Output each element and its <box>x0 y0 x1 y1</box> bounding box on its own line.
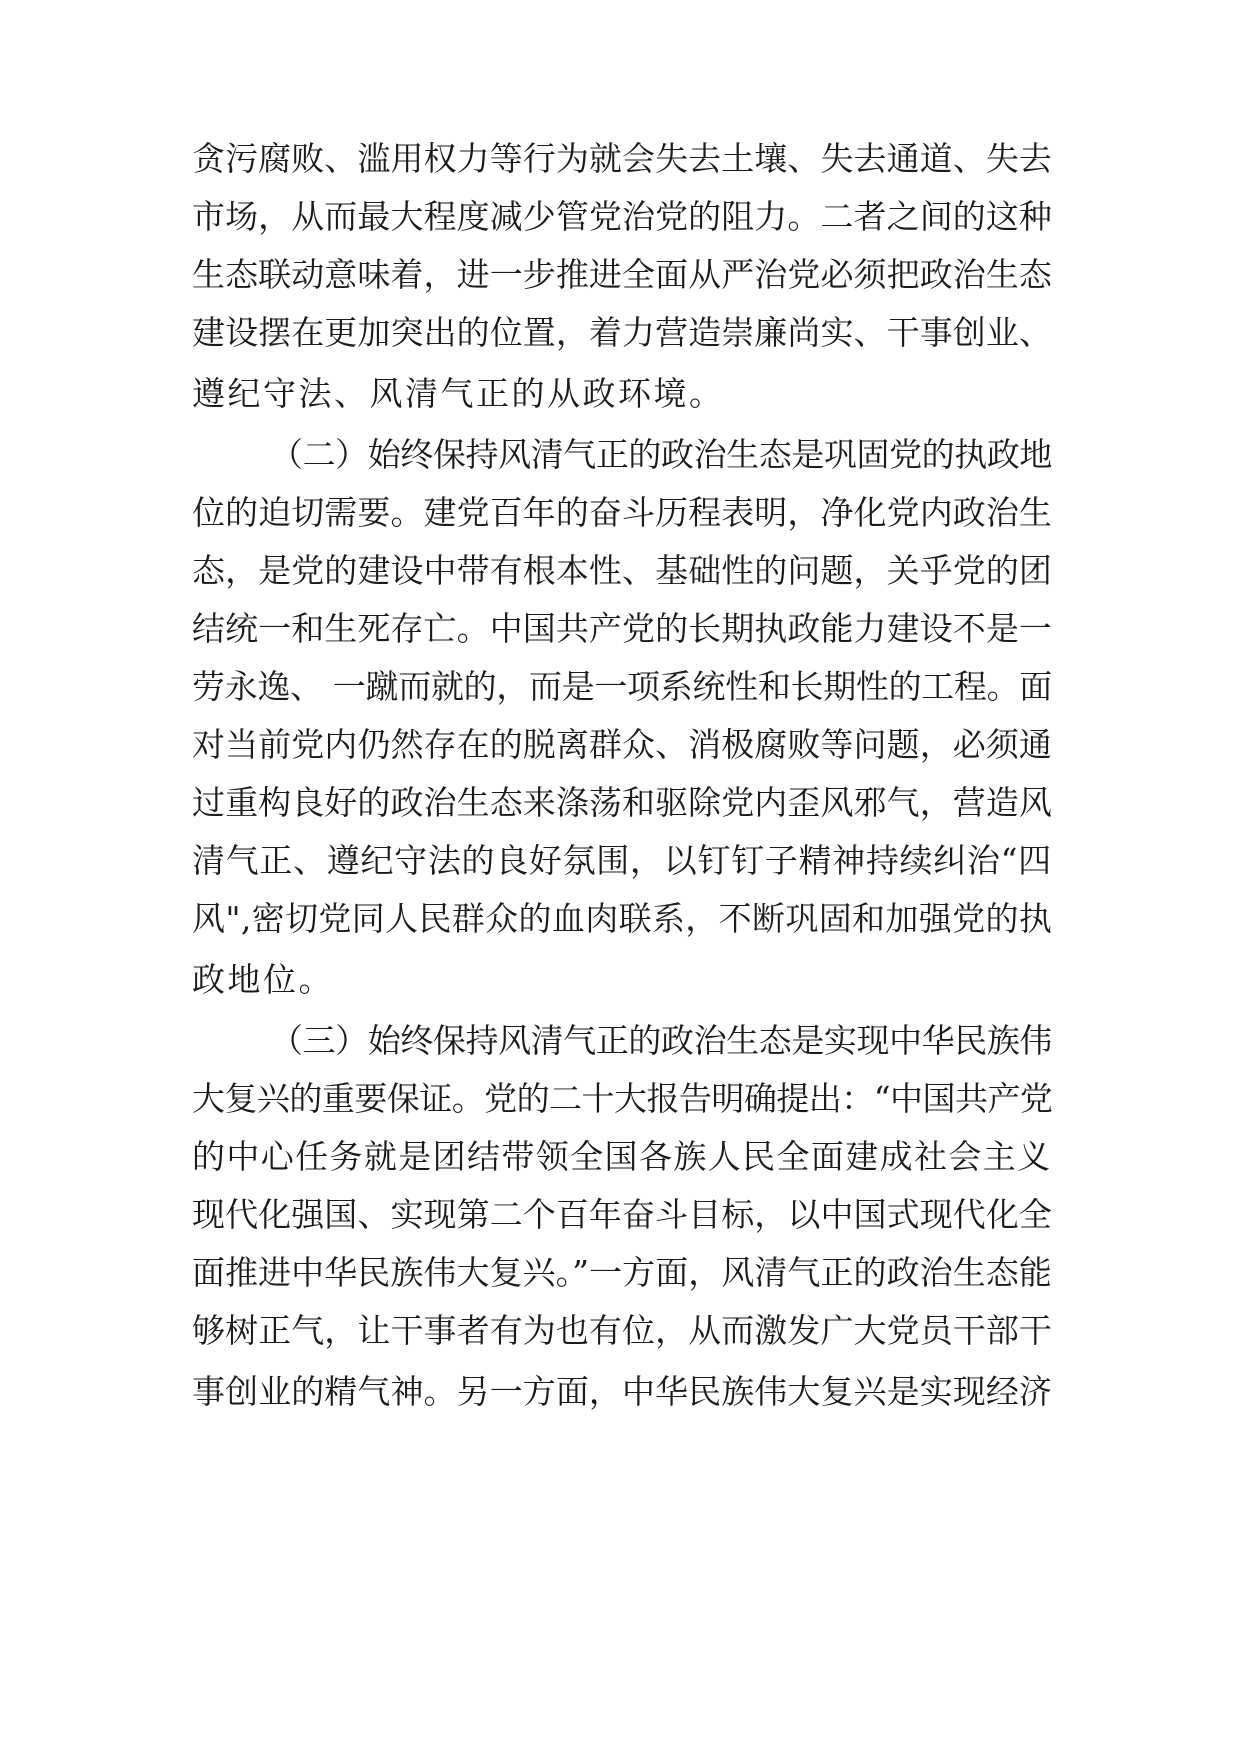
paragraph-1-line-3: 生态联动意味着，进一步推进全面从严治党必须把政治生态 <box>192 255 1052 294</box>
paragraph-2-line-8: 清气正、遵纪守法的良好氛围，以钉钉子精神持续纠治“四 <box>192 841 1052 880</box>
paragraph-3-line-2: 大复兴的重要保证。党的二十大报告明确提出：“中国共产党 <box>192 1079 1053 1118</box>
paragraph-1-line-1: 贪污腐败、滥用权力等行为就会失去土壤、失去通道、失去 <box>192 139 1052 178</box>
paragraph-3-line-6: 够树正气，让干事者有为也有位，从而激发广大党员干部干 <box>192 1311 1052 1350</box>
paragraph-1-line-4: 建设摆在更加突出的位置，着力营造崇廉尚实、干事创业、 <box>192 313 1052 352</box>
paragraph-2-line-7: 过重构良好的政治生态来涤荡和驱除党内歪风邪气，营造风 <box>192 783 1052 822</box>
paragraph-1-line-2: 市场，从而最大程度减少管党治党的阻力。二者之间的这种 <box>192 197 1052 236</box>
paragraph-3-line-4: 现代化强国、实现第二个百年奋斗目标，以中国式现代化全 <box>192 1195 1052 1234</box>
paragraph-1-line-5: 遵纪守法、风清气正的从政环境。 <box>192 374 725 413</box>
paragraph-3-line-5: 面推进中华民族伟大复兴。”一方面，风清气正的政治生态能 <box>192 1253 1052 1292</box>
paragraph-3-line-7: 事创业的精气神。另一方面，中华民族伟大复兴是实现经济 <box>192 1372 1052 1411</box>
paragraph-3-line-1: （三）始终保持风清气正的政治生态是实现中华民族伟 <box>270 1021 1053 1060</box>
paragraph-2-line-6: 对当前党内仍然存在的脱离群众、消极腐败等问题，必须通 <box>192 725 1052 764</box>
paragraph-2-line-3: 态，是党的建设中带有根本性、基础性的问题，关乎党的团 <box>192 551 1052 590</box>
paragraph-2-line-1: （二）始终保持风清气正的政治生态是巩固党的执政地 <box>270 435 1053 474</box>
paragraph-3-line-3: 的中心任务就是团结带领全国各族人民全面建成社会主义 <box>192 1137 1052 1176</box>
paragraph-2-line-10: 政地位。 <box>192 960 334 999</box>
paragraph-2-line-4: 结统一和生死存亡。中国共产党的长期执政能力建设不是一 <box>192 609 1052 648</box>
paragraph-2-line-9: 风",密切党同人民群众的血肉联系，不断巩固和加强党的执 <box>192 899 1053 938</box>
paragraph-2-line-5: 劳永逸、 一蹴而就的，而是一项系统性和长期性的工程。面 <box>192 667 1052 706</box>
paragraph-2-line-2: 位的迫切需要。建党百年的奋斗历程表明，净化党内政治生 <box>192 493 1052 532</box>
